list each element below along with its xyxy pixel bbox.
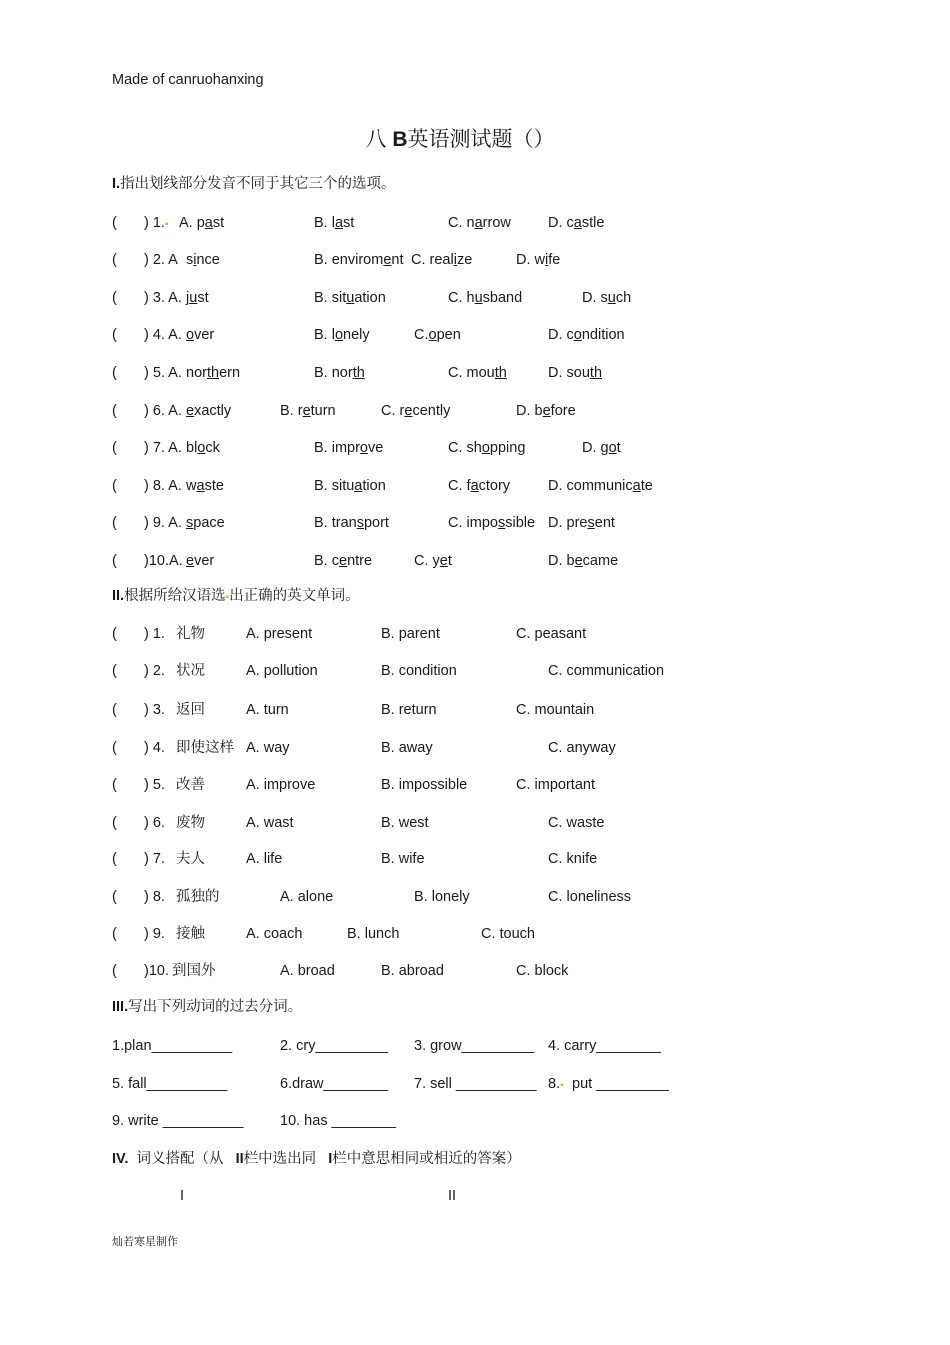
option-b: B. lonely [314,327,370,343]
option-b: B. return [280,403,336,419]
option-b: B. wife [381,851,425,867]
option-a: northern [186,365,241,381]
question-number: ) 4. A. [144,327,182,343]
chinese-word: 废物 [176,815,205,831]
option-c: C. husband [448,290,523,306]
option-c: C. impossible [448,515,536,531]
option-d: D. such [582,290,632,306]
option-b: B. situation [314,478,386,494]
mark-icon: ▪ [225,592,230,603]
option-b: B. west [381,815,429,831]
answer-paren: ( [112,515,117,531]
verb-item: 4. carry________ [548,1038,661,1054]
option-b: B. north [314,365,365,381]
option-c: C. waste [548,815,605,831]
option-c: C. recently [381,403,451,419]
column-ii-header: II [448,1188,457,1204]
answer-paren: ( [112,478,117,494]
option-d: D. condition [548,327,625,343]
chinese-word: 状况 [176,663,205,679]
option-c: C. mouth [448,365,507,381]
option-a: A. pollution [246,663,318,679]
option-d: D. communicate [548,478,653,494]
chinese-word: 改善 [176,777,205,793]
option-b: B. condition [381,663,457,679]
question-number: ) 8. A. [144,478,182,494]
option-a: A. way [246,740,290,756]
footer-text: 灿若寒星制作 [112,1236,178,1248]
mark-icon: ▪ [560,1080,564,1091]
question-number: ) 5. A. [144,365,182,381]
page-title: 八 B英语测试题（） [365,128,555,151]
verb-item: 6.draw________ [280,1076,389,1092]
option-d: D. wife [516,252,561,268]
option-c: C. touch [481,926,535,942]
option-a: A. life [246,851,283,867]
question-number: ) 1.▪ [144,215,169,231]
option-a: A. turn [246,702,289,718]
verb-item: 3. grow_________ [414,1038,535,1054]
question-number: ) 9. A. [144,515,182,531]
chinese-word: 即使这样 [176,740,234,756]
chinese-word: 孤独的 [176,889,220,905]
option-c: C. shopping [448,440,526,456]
verb-item: 10. has ________ [280,1113,397,1129]
question-number: ) 5. [144,777,165,793]
option-a: A. present [246,626,313,642]
option-c: C. realize [411,252,473,268]
section-1-heading: I.指出划线部分发音不同于其它三个的选项。 [112,176,396,192]
option-c: C.open [414,327,461,343]
header-text: Made of canruohanxing [112,72,264,88]
option-c: C. loneliness [548,889,632,905]
verb-item: 1.plan__________ [112,1038,233,1054]
answer-paren: ( [112,663,117,679]
column-i-header: I [180,1188,185,1204]
answer-paren: ( [112,963,117,979]
chinese-word: 到国外 [172,963,216,979]
option-c: C. peasant [516,626,587,642]
option-a: A. improve [246,777,316,793]
mark-icon: ▪ [164,219,169,230]
answer-paren: ( [112,252,117,268]
answer-paren: ( [112,740,117,756]
question-number: ) 7. [144,851,165,867]
answer-paren: ( [112,777,117,793]
option-c: C. communication [548,663,665,679]
option-a: exactly [186,403,232,419]
option-b: B. lunch [347,926,400,942]
verb-item: 7. sell __________ [414,1076,537,1092]
option-b: B. away [381,740,433,756]
option-d: D. present [548,515,615,531]
chinese-word: 礼物 [176,626,205,642]
answer-paren: ( [112,290,117,306]
answer-paren: ( [112,626,117,642]
option-a: A. past [179,215,225,231]
option-c: C. yet [414,553,452,569]
option-b: B. enviroment [314,252,404,268]
option-a: since [186,252,220,268]
option-a: block [186,440,220,456]
question-number: ) 6. [144,815,165,831]
answer-paren: ( [112,702,117,718]
question-number: ) 8. [144,889,165,905]
chinese-word: 夫人 [176,851,205,867]
answer-paren: ( [112,365,117,381]
option-b: B. parent [381,626,440,642]
option-d: D. became [548,553,619,569]
option-b: B. situation [314,290,386,306]
option-a: A. broad [280,963,335,979]
option-b: B. transport [314,515,389,531]
option-b: B. centre [314,553,373,569]
section-4-heading: IV. 词义搭配（从 II栏中选出同 I栏中意思相同或相近的答案） [112,1151,521,1167]
option-a: waste [186,478,224,494]
option-b: B. abroad [381,963,444,979]
option-d: D. before [516,403,576,419]
chinese-word: 接触 [176,926,205,942]
option-a: ever [186,553,215,569]
option-a: A. wast [246,815,294,831]
verb-item: 8.▪ [548,1076,564,1092]
option-a: space [186,515,225,531]
question-number: ) 1. [144,626,165,642]
verb-item: 9. write __________ [112,1113,244,1129]
answer-paren: ( [112,851,117,867]
option-c: C. narrow [448,215,511,231]
question-number: ) 9. [144,926,165,942]
verb-item: put _________ [572,1076,669,1092]
option-d: D. got [582,440,621,456]
question-number: ) 2. A [144,252,178,268]
option-b: B. impossible [381,777,468,793]
question-number: ) 7. A. [144,440,182,456]
option-a: A. alone [280,889,334,905]
question-number: ) 3. A. [144,290,182,306]
verb-item: 5. fall__________ [112,1076,228,1092]
answer-paren: ( [112,815,117,831]
question-number: ) 6. A. [144,403,182,419]
question-number: ) 2. [144,663,165,679]
option-a: A. coach [246,926,303,942]
option-a: just [186,290,209,306]
answer-paren: ( [112,440,117,456]
option-c: C. anyway [548,740,616,756]
answer-paren: ( [112,403,117,419]
answer-paren: ( [112,553,117,569]
answer-paren: ( [112,889,117,905]
answer-paren: ( [112,215,117,231]
option-d: D. south [548,365,603,381]
section-2-heading: II.根据所给汉语选▪出正确的英文单词。 [112,588,360,604]
option-d: D. castle [548,215,605,231]
answer-paren: ( [112,926,117,942]
option-b: B. return [381,702,437,718]
question-number: ) 4. [144,740,165,756]
question-number: ) 3. [144,702,165,718]
option-b: B. lonely [414,889,470,905]
option-a: over [186,327,215,343]
question-number: )10.A. [144,553,183,569]
option-c: C. factory [448,478,511,494]
chinese-word: 返回 [176,702,205,718]
option-c: C. block [516,963,569,979]
option-c: C. mountain [516,702,595,718]
verb-item: 2. cry_________ [280,1038,389,1054]
option-b: B. improve [314,440,384,456]
option-c: C. important [516,777,595,793]
section-3-heading: III.写出下列动词的过去分词。 [112,999,303,1015]
option-c: C. knife [548,851,598,867]
answer-paren: ( [112,327,117,343]
question-number: )10. [144,963,169,979]
option-b: B. last [314,215,355,231]
